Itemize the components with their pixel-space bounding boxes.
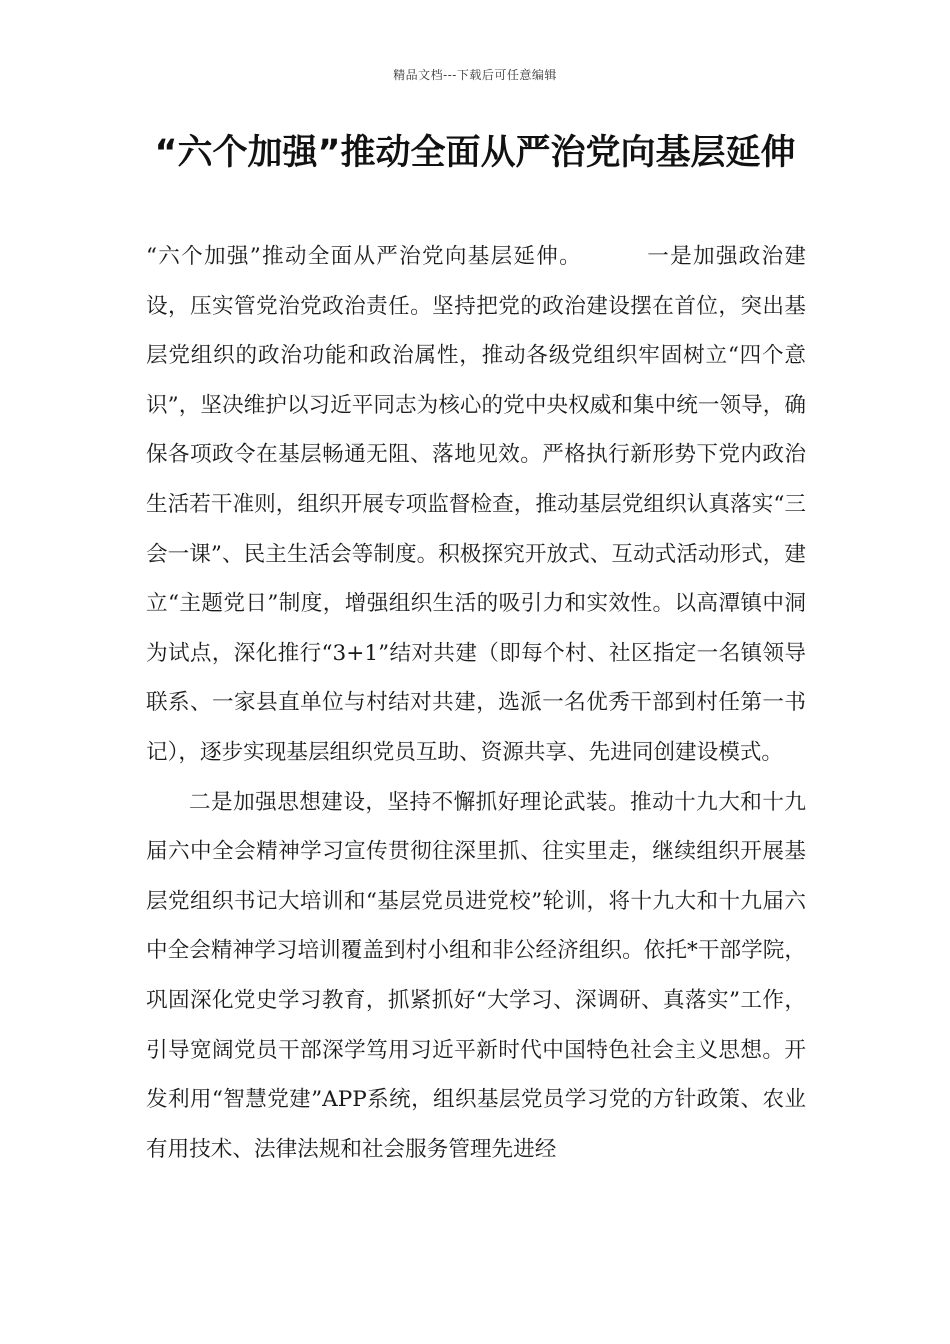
paragraph-1	[146, 232, 806, 778]
header-note: 精品文档---下载后可任意编辑	[393, 68, 557, 82]
paragraph-1-text: 一是加强政治建设，压实管党治党政治责任。坚持把党的政治建设摆在首位，突出基层党组织的政治功能和政治属性，推动各级党组织牢固树立“四个意识”，坚决维护以习近平同志为核心的党中央权威和集中统一领导，确保各项政令在基层畅通无阻、落地见效。严格执行新形势下党内政治生活若干准则，组织开展专项监督检查，推动基层党组织认真落实“三会一课”、民主生活会等制度。积极探究开放式、互动式活动形式，建立“主题党日”制度，增强组织生活的吸引力和实效性。以高潭镇中洞为试点，深化推行“3+1”结对共建（即每个村、社区指定一名镇领导联系、一家县直单位与村结对共建，选派一名优秀干部到村任第一书记），逐步实现基层组织党员互助、资源共享、先进同创建设模式。	[146, 244, 806, 765]
paragraph-2: 二是加强思想建设，坚持不懈抓好理论武装。推动十九大和十九届六中全会精神学习宣传贯彻往深里抓、往实里走，继续组织开展基层党组织书记大培训和“基层党员进党校”轮训，将十九大和十九届六中全会精神学习培训覆盖到村小组和非公经济组织。依托*干部学院，巩固深化党史学习教育，抓紧抓好“大学习、深调研、真落实”工作，引导宽阔党员干部深学笃用习近平新时代中国特色社会主义思想。开发利用“智慧党建”APP系统，组织基层党员学习党的方针政策、农业有用技术、法律法规和社会服务管理先进经	[146, 789, 806, 1162]
paragraph-1-lead: “六个加强”推动全面从严治党向基层延伸。	[146, 244, 582, 269]
document-title: “六个加强”推动全面从严治党向基层延伸	[154, 133, 796, 173]
document-body	[146, 232, 806, 1174]
